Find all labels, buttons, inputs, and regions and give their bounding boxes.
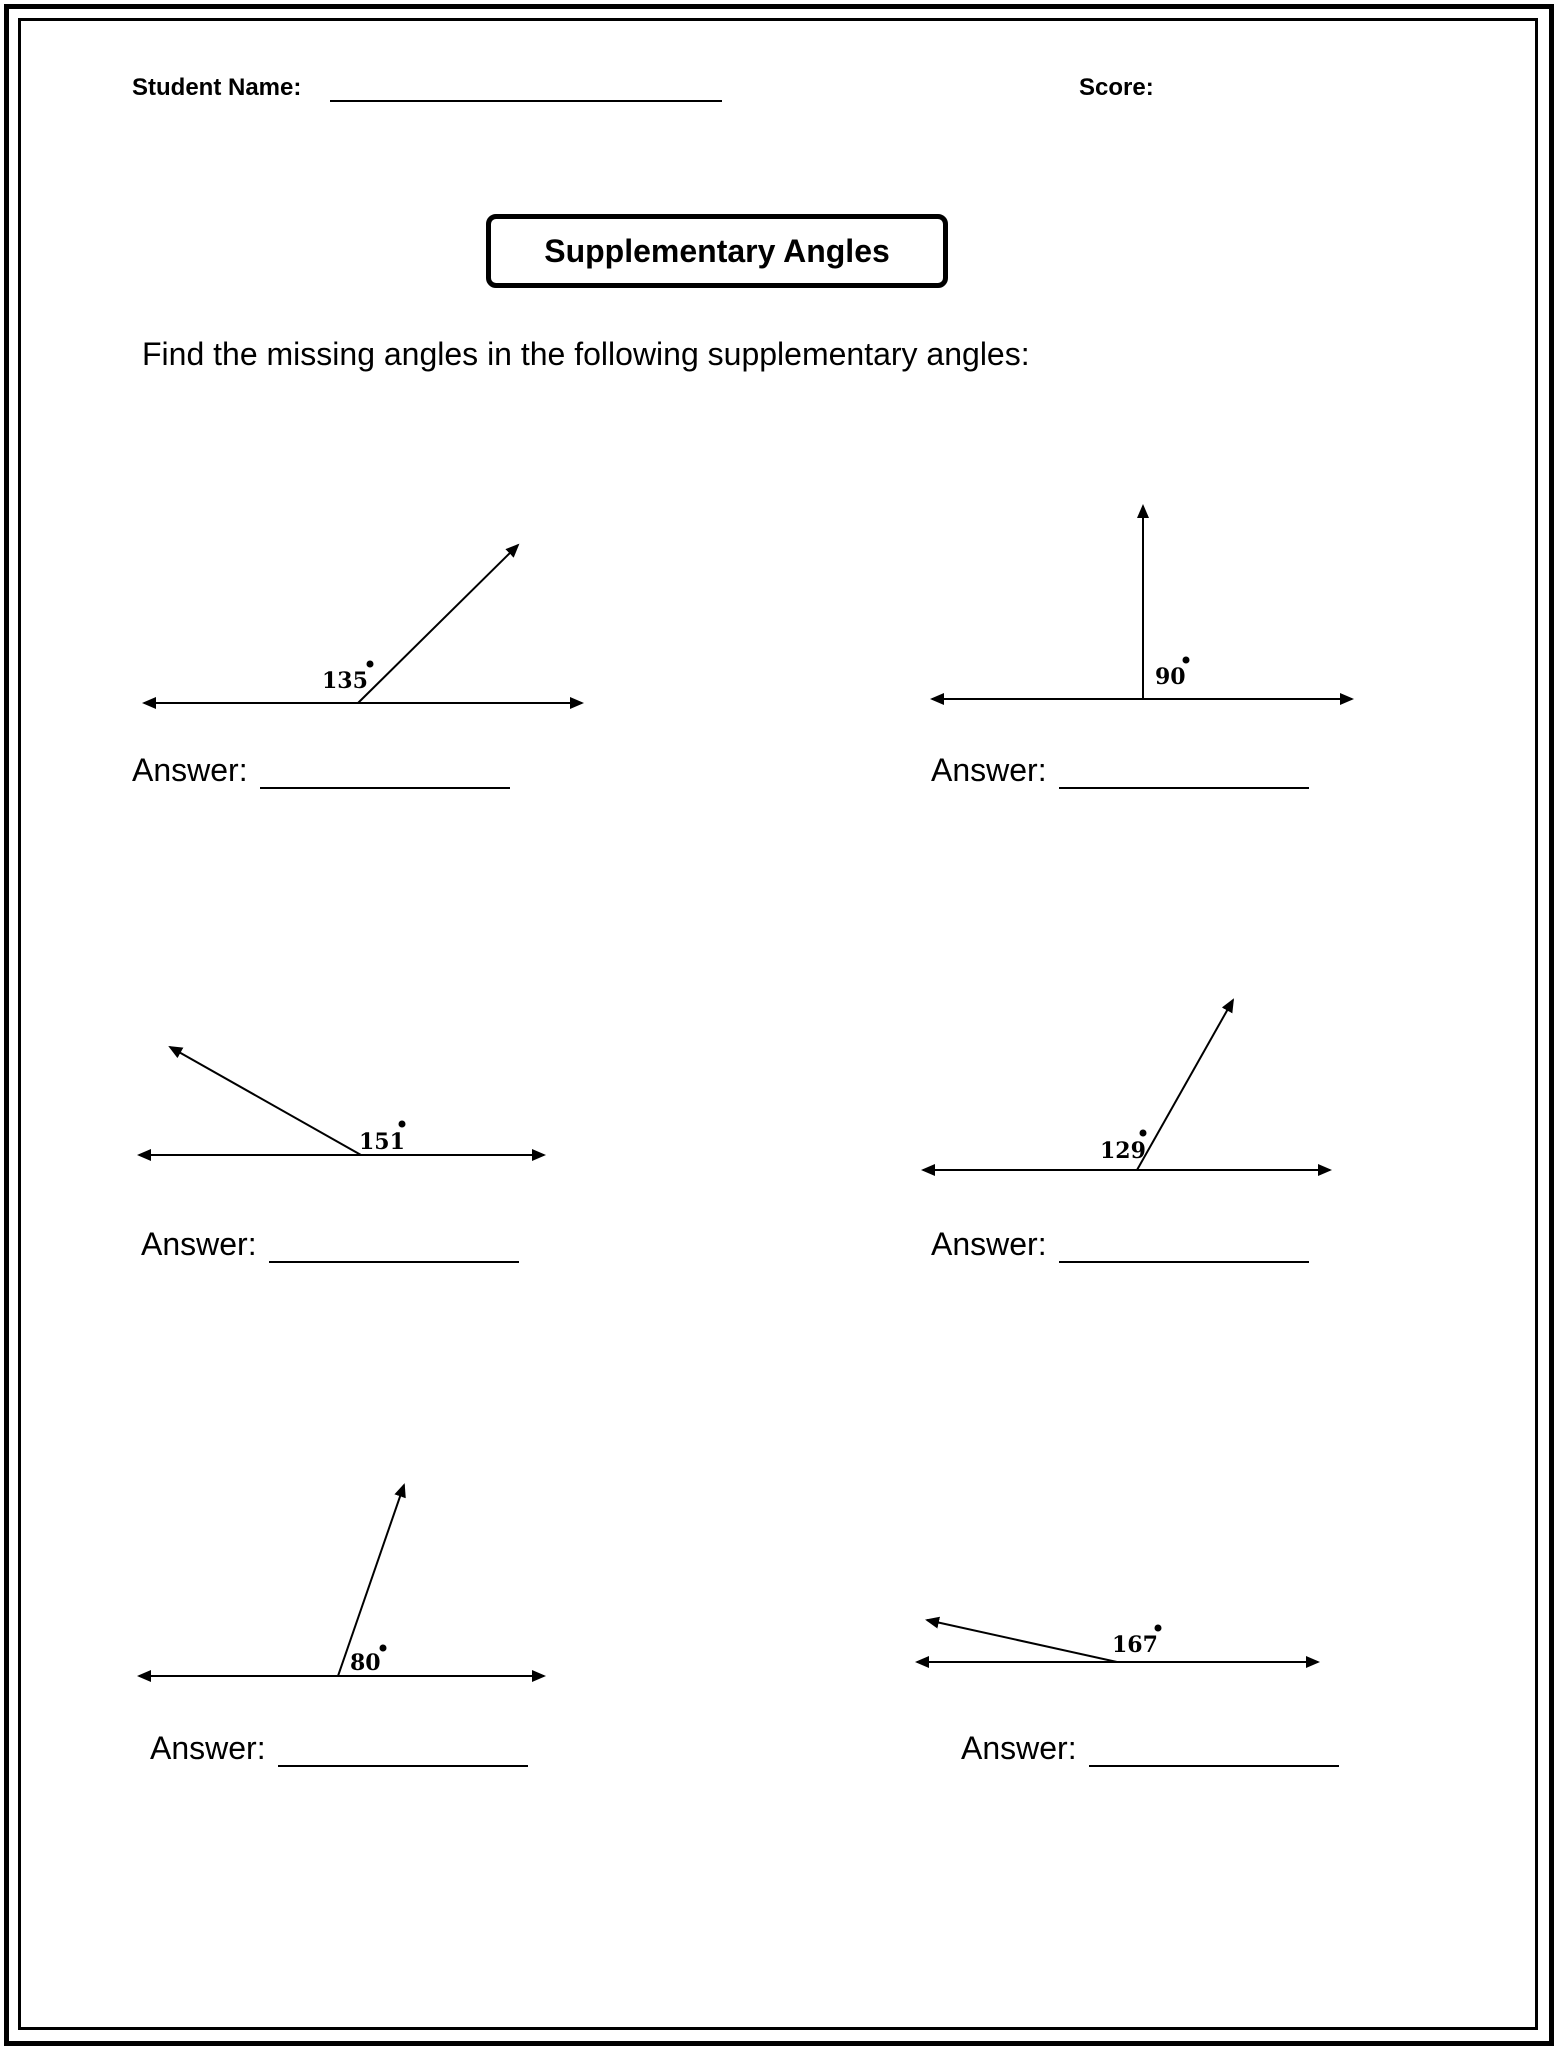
answer-row-6 <box>961 1730 1339 1767</box>
answer-blank-5[interactable] <box>278 1737 528 1767</box>
answer-blank-1[interactable] <box>260 759 510 789</box>
angle-label-4: 129 <box>1100 1138 1146 1164</box>
angle-ray <box>170 1047 361 1155</box>
answer-blank-4[interactable] <box>1059 1233 1309 1263</box>
answer-label: Answer: <box>141 1226 257 1262</box>
answer-blank-3[interactable] <box>269 1233 519 1263</box>
degree-symbol <box>399 1121 406 1128</box>
answer-label: Answer: <box>132 752 248 788</box>
answer-row-2 <box>931 752 1309 789</box>
answer-row-5 <box>150 1730 528 1767</box>
degree-symbol <box>380 1645 387 1652</box>
angle-ray <box>1137 1000 1233 1170</box>
answer-row-1 <box>132 752 510 789</box>
instructions: Find the missing angles in the following supplementary angles: <box>142 336 1030 372</box>
student-name-label: Student Name: <box>132 74 302 101</box>
degree-symbol <box>367 661 374 668</box>
worksheet-title-text: Supplementary Angles <box>544 232 890 269</box>
angle-figure-5 <box>139 1485 544 1676</box>
angle-figure-1 <box>144 545 582 703</box>
angle-label-6: 167 <box>1112 1632 1158 1658</box>
answer-label: Answer: <box>961 1730 1077 1766</box>
answer-blank-2[interactable] <box>1059 759 1309 789</box>
angle-label-1: 135 <box>322 668 368 694</box>
angle-ray <box>358 545 518 703</box>
angle-label-5: 80 <box>350 1650 381 1676</box>
score-label: Score: <box>1079 74 1154 101</box>
degree-symbol <box>1140 1130 1147 1137</box>
angle-ray <box>338 1485 404 1676</box>
answer-row-4 <box>931 1226 1309 1263</box>
angle-figure-2 <box>932 506 1352 699</box>
answer-label: Answer: <box>931 1226 1047 1262</box>
degree-symbol <box>1155 1625 1162 1632</box>
answer-label: Answer: <box>931 752 1047 788</box>
degree-symbol <box>1183 657 1190 664</box>
answer-blank-6[interactable] <box>1089 1737 1339 1767</box>
angle-ray <box>927 1620 1117 1662</box>
angle-figure-4 <box>923 1000 1330 1170</box>
answer-label: Answer: <box>150 1730 266 1766</box>
angle-label-2: 90 <box>1155 664 1186 690</box>
angle-label-3: 151 <box>359 1129 405 1155</box>
angle-figure-3 <box>139 1047 544 1155</box>
angle-figure-6 <box>917 1620 1318 1662</box>
answer-row-3 <box>141 1226 519 1263</box>
